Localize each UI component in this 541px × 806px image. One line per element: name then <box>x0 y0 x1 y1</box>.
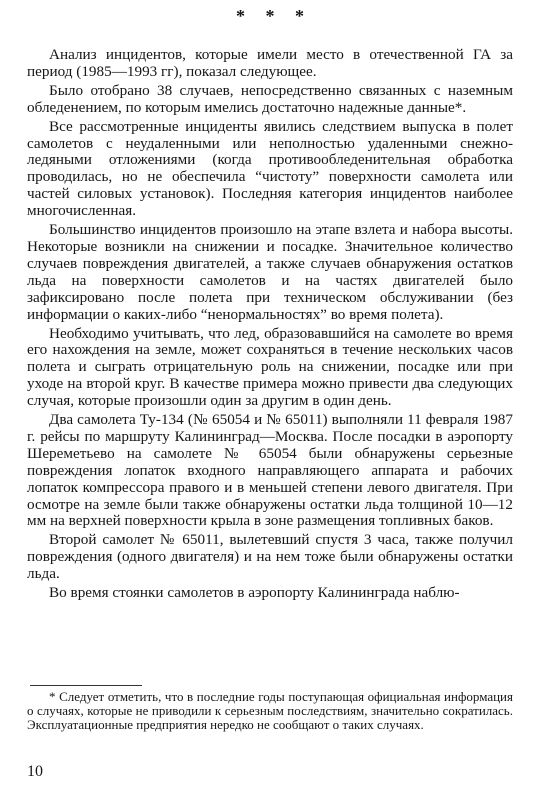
paragraph-1: Анализ инцидентов, которые имели место в отечественной ГА за период (1985—1993 гг), показал следующее. <box>27 46 513 80</box>
paragraph-7: Второй самолет № 65011, вылетевший спустя 3 часа, также получил повреждения (одного двигателя) и на нем тоже были обнаружены остатки льда. <box>27 531 513 583</box>
section-separator: * * * <box>236 6 312 26</box>
paragraph-4: Большинство инцидентов произошло на этапе взлета и набора высоты. Некоторые возникли на снижении и посадке. Значительное количество случаев повреждения двигателей, а также случаев обнаружения остатков льда на поверхности самолетов и на частях двигателей было зафиксировано после полета при техническом обслуживании (без информации о каких-либо “ненормальностях” во время полета). <box>27 221 513 323</box>
body-text <box>27 47 513 604</box>
footnote-divider <box>30 685 142 686</box>
footnote: * Следует отметить, что в последние годы поступающая официальная информация о случаях, которые не приводили к серьезным последствиям, значительно сократилась. Эксплуатационные предприятия нередко не сообщают о таких случаях. <box>27 689 513 733</box>
paragraph-5: Необходимо учитывать, что лед, образовавшийся на самолете во время его нахождения на земле, может сохраняться в течение нескольких часов полета и сыграть отрицательную роль на снижении, посадке или при уходе на второй круг. В качестве примера можно привести два следующих случая, которые произошли один за другим в один день. <box>27 324 513 410</box>
book-page <box>27 0 513 806</box>
paragraph-8: Во время стоянки самолетов в аэропорту Калининграда наблю- <box>49 584 460 602</box>
paragraph-3: Все рассмотренные инциденты явились следствием выпуска в полет самолетов с неудаленными или неполностью удаленными снежно-ледяными отложениями (когда противообледенительная обработка проводилась, но не обеспечила “чистоту” поверхности самолета или частей силовых установок). Последняя категория инцидентов наиболее многочисленная. <box>27 117 513 220</box>
page-number: 10 <box>27 763 43 780</box>
paragraph-6: Два самолета Ту-134 (№ 65054 и № 65011) выполняли 11 февраля 1987 г. рейсы по маршруту Калининград—Москва. После посадки в аэропорту Шереметьево на самолете № 65054 были обнаружены серьезные повреждения лопаток входного направляющего аппарата и рабочих лопаток компрессора правого и в меньшей степени левого двигателя. При осмотре на земле были также обнаружены остатки льда толщиной 10—12 мм на верхней поверхности крыла в зоне размещения топливных баков. <box>27 411 513 530</box>
paragraph-2: Было отобрано 38 случаев, непосредственно связанных с наземным обледенением, по которым имелись достаточно надежные данные*. <box>27 81 513 116</box>
